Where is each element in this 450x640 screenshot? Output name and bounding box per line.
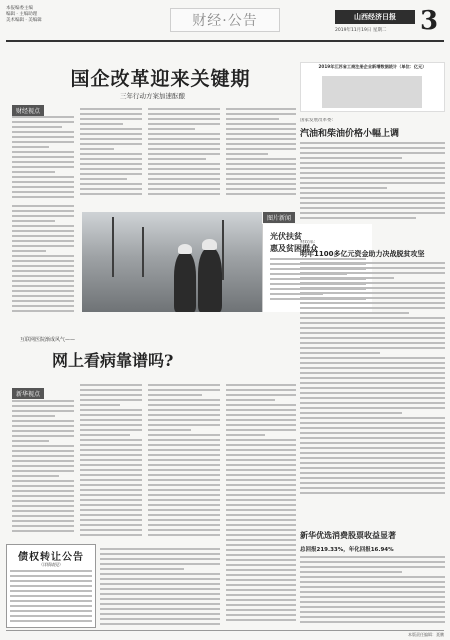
story-headline: 新华优选消费股票收益显著 [300,531,396,540]
article-text-column [12,205,74,317]
photo-solar-workers [82,212,262,312]
header-rule [6,40,444,42]
article-text-column [226,108,296,200]
article-text-column [148,108,220,200]
section-label-xinhua: 新华视点 [12,388,44,399]
section-label-finance: 财经视点 [12,105,44,116]
page-number: 3 [420,6,439,36]
story-headline: 网上看病靠谱吗? [52,351,174,370]
pylon-shape [142,227,144,277]
article-text-column [300,262,445,498]
paper-name: 山西经济日报 [335,10,415,24]
notice-ad-title: 债权转让公告 [18,552,84,563]
banner-image [322,76,422,108]
page-header [0,0,450,44]
footer-text: 本版责任编辑：聂鹏 [408,632,444,637]
article-text-column [226,384,296,628]
masthead [335,10,415,33]
photo-news-title: 光伏扶贫 [270,232,302,241]
story-kicker: 国家发展改革委: [300,118,334,123]
header-meta-line: 美术编辑 · 美编辑 [6,18,42,23]
helmet-shape [178,244,192,254]
helmet-shape [202,239,217,250]
story-headline: 明年1100多亿元资金助力决战脱贫攻坚 [300,250,425,258]
article-text-column [300,556,445,626]
notice-ad-subtitle: （详情请见） [39,562,63,567]
photo-news-title: 惠及贫困群众 [270,244,318,253]
article-text-column [12,116,74,200]
article-text-column [300,142,445,220]
section-label-photo-news: 图片新闻 [263,212,295,223]
page-footer [6,630,444,638]
story-headline: 汽油和柴油价格小幅上调 [300,129,400,139]
banner-title: 2019年江苏省工商注册企业新增数据统计（单位：亿元） [318,64,427,69]
section-name-box [170,8,280,32]
issue-date: 2019年11月19日 星期二 [335,28,387,33]
lead-subheadline: 三年行动方案加速酝酿 [120,92,185,100]
article-text-column [80,384,142,544]
article-text-column [100,548,220,628]
section-name: 财经·公告 [192,13,258,29]
story-kicker: 互联网医院渐成风气—— [20,337,76,343]
article-text-column [12,400,74,538]
notice-ad-text [10,570,92,624]
article-text-column [148,384,220,544]
pylon-shape [112,217,114,277]
story-subheadline: 总回报219.33%，年化回报16.94% [300,547,394,553]
pylon-shape [222,220,224,280]
lead-headline: 国企改革迎来关键期 [70,68,251,90]
worker-figure [198,248,222,312]
header-meta-line: 本报编委主编 [6,6,33,11]
header-meta [6,6,42,24]
story-kicker: 财政部: [300,240,316,245]
article-text-column [80,108,142,200]
worker-figure [174,252,196,312]
header-meta-line: 编辑 · 主编助理 [6,12,38,17]
